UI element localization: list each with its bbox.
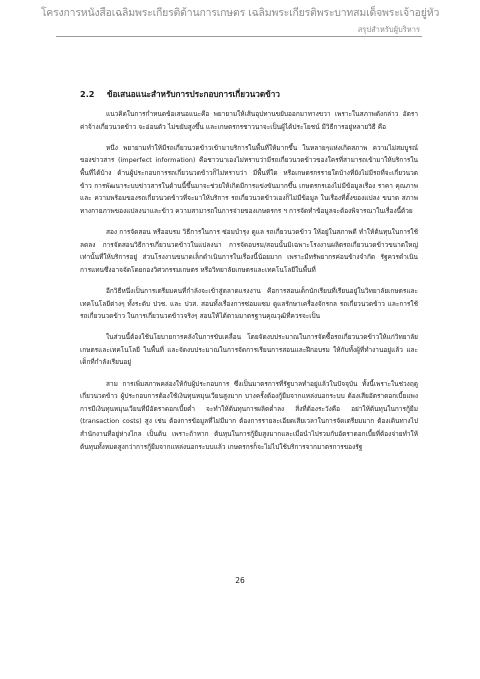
- section-heading: [80, 88, 280, 101]
- body-text: [80, 108, 418, 462]
- running-header-title: โครงการหนังสือเฉลิมพระเกียรติด้านการเกษตร เฉลิมพระเกียรติพระบาทสมเด็จพระเจ้าอยู่หัว: [40, 7, 440, 19]
- section-number: 2.2: [80, 89, 95, 99]
- header-rule: [56, 36, 422, 37]
- paragraph: สอง การจัดสอน หรืออบรม วิธีการในการ ซ่อมบำรุง ดูแล รถเกี่ยวนวดข้าว ให้อยู่ในสภาพดี ทำให้ต้นทุนในการใช้ลดลง การจัดสอนวิธีการเกี่ยวนวดข้าวในแปลงนา การจัดอบรม/สอนนั้นมิเฉพาะโรงงานผลิตรถเกี่ยวนวดข้าวขนาดใหญ่เท่านั้นที่ให้บริการอยู่ ส่วนโรงงานขนาดเล็กดำเนินการในเรื่องนี้น้อยมาก เพราะมีทรัพยากรค่อนข้างจำกัด รัฐควรดำเนินการแทนซึ่งอาจจัดโดยกองวิศวกรรมเกษตร หรือวิทยาลัยเกษตรและเทคโนโลยีในพื้นที่: [80, 227, 418, 274]
- paragraph: สาม การเพิ่มสภาพคล่องให้กับผู้ประกอบการ ซึ่งเป็นมาตรการที่รัฐบาลทำอยู่แล้วในปัจจุบัน ทั้งนี้เพราะในช่วงฤดูเกี่ยวนวดข้าว ผู้ประกอบการต้องใช้เงินทุนหมุนเวียนสูงมาก บางครั้งต้องกู้ยืมจากแหล่งนอกระบบ ต้องเสียอัตราดอกเบี้ยแพง การมีเงินทุนหมุนเวียนที่มีอัตราดอกเบี้ยต่ำ จะทำให้ต้นทุนการผลิตต่ำลง สิ่งที่ต้องระวังคือ อย่าให้ต้นทุนในการกู้ยืม (transaction costs) สูง เช่น ต้องการข้อมูลที่ไม่มีมาก ต้องการรายละเอียดเสียเวลาในการจัดเตรียมมาก ต้องเดินทางไปสำนักงานที่อยู่ห่างไกล เป็นต้น เพราะถ้าหาก ต้นทุนในการกู้ยืมสูงมากและเมื่อนำไปรวมกับอัตราดอกเบี้ยที่ต้องจ่ายทำให้ต้นทุนทั้งหมดสูงกว่าการกู้ยืมจากแหล่งนอกระบบแล้ว เกษตรกรก็จะไม่ไปใช้บริการจากมาตรการของรัฐ: [80, 379, 418, 451]
- paragraph: อีกวิธีหนึ่งเป็นการเตรียมคนที่กำลังจะเข้าสู่ตลาดแรงงาน คือการสอนเด็กนักเรียนที่เรียนอยู่ในวิทยาลัยเกษตรและเทคโนโลยีต่างๆ ทั้งระดับ ปวช. และ ปวส. สอนทั้งเรื่องการซ่อมแซม ดูแลรักษาเครื่องจักรกล รถเกี่ยวนวดข้าว และการใช้รถเกี่ยวนวดข้าว ในการเกี่ยวนวดข้าวจริงๆ สอนให้ได้ตามมาตรฐานคุณวุฒิที่ควรจะเป็น: [80, 286, 418, 321]
- paragraph: ในส่วนนี้ต้องใช้นโยบายการคลังในการขับเคลื่อน โดยจัดงบประมาณในการจัดซื้อรถเกี่ยวนวดข้าวให้แก่วิทยาลัยเกษตรและเทคโนโลยี ในพื้นที่ และจัดงบประมาณในการจัดการเรียนการสอนและฝึกอบรม ให้กับทั้งผู้ที่ทำงานอยู่แล้ว และเด็กที่กำลังเรียนอยู่: [80, 333, 418, 367]
- running-header-subtitle: สรุปสำหรับผู้บริหาร: [357, 25, 420, 34]
- page-number: 26: [235, 576, 245, 585]
- paragraph: หนึ่ง พยายามทำให้มีรถเกี่ยวนวดข้าวเข้ามาบริการในพื้นที่ให้มากขึ้น ในหลายๆแห่งเกิดสภาพ ความไม่สมบูรณ์ของข่าวสาร (imperfect information) คือชาวนาเองไม่ทราบว่ามีรถเกี่ยวนวดข้าวของใครที่สามารถเข้ามาให้บริการในพื้นที่ได้บ้าง ด้านผู้ประกอบการรถเกี่ยวนวดข้าวก็ไม่ทราบว่า มีพื้นที่ใด หรือเกษตรกรรายใดบ้างที่ยังไม่มีรถที่จะเกี่ยวนวดข้าว การพัฒนาระบบข่าวสารในด้านนี้ขึ้นมาจะช่วยให้เกิดมีการแข่งขันมากขึ้น เกษตรกรเองไม่มีข้อมูลเรื่อง ราคา คุณภาพ และ ความพร้อมของรถเกี่ยวนวดข้าวที่จะมาให้บริการ รถเกี่ยวนวดข้าวเองก็ไม่มีข้อมูล ในเรื่องที่ตั้งของแปลง ขนาด สภาพทางกายภาพของแปลงนาและข้าว ความสามารถในการจ่ายของเกษตรกร ฯ การจัดทำข้อมูลจะต้องพิจารณาในเรื่องนี้ด้วย: [80, 143, 418, 215]
- section-title: ข้อเสนอแนะสำหรับการประกอบการเกี่ยวนวดข้าว: [106, 89, 280, 99]
- paragraph: แนวคิดในการกำหนดข้อเสนอแนะคือ พยายามให้เส้นอุปทานขยับออกมาทางขวา เพราะในสภาพดังกล่าว อัตราค่าจ้างเกี่ยวนวดข้าว จะอ่อนตัว ไม่ขยับสูงขึ้น และเกษตรกรชาวนาจะเป็นผู้ได้ประโยชน์ มีวิธีการอยู่หลายวิธี คือ: [80, 110, 418, 131]
